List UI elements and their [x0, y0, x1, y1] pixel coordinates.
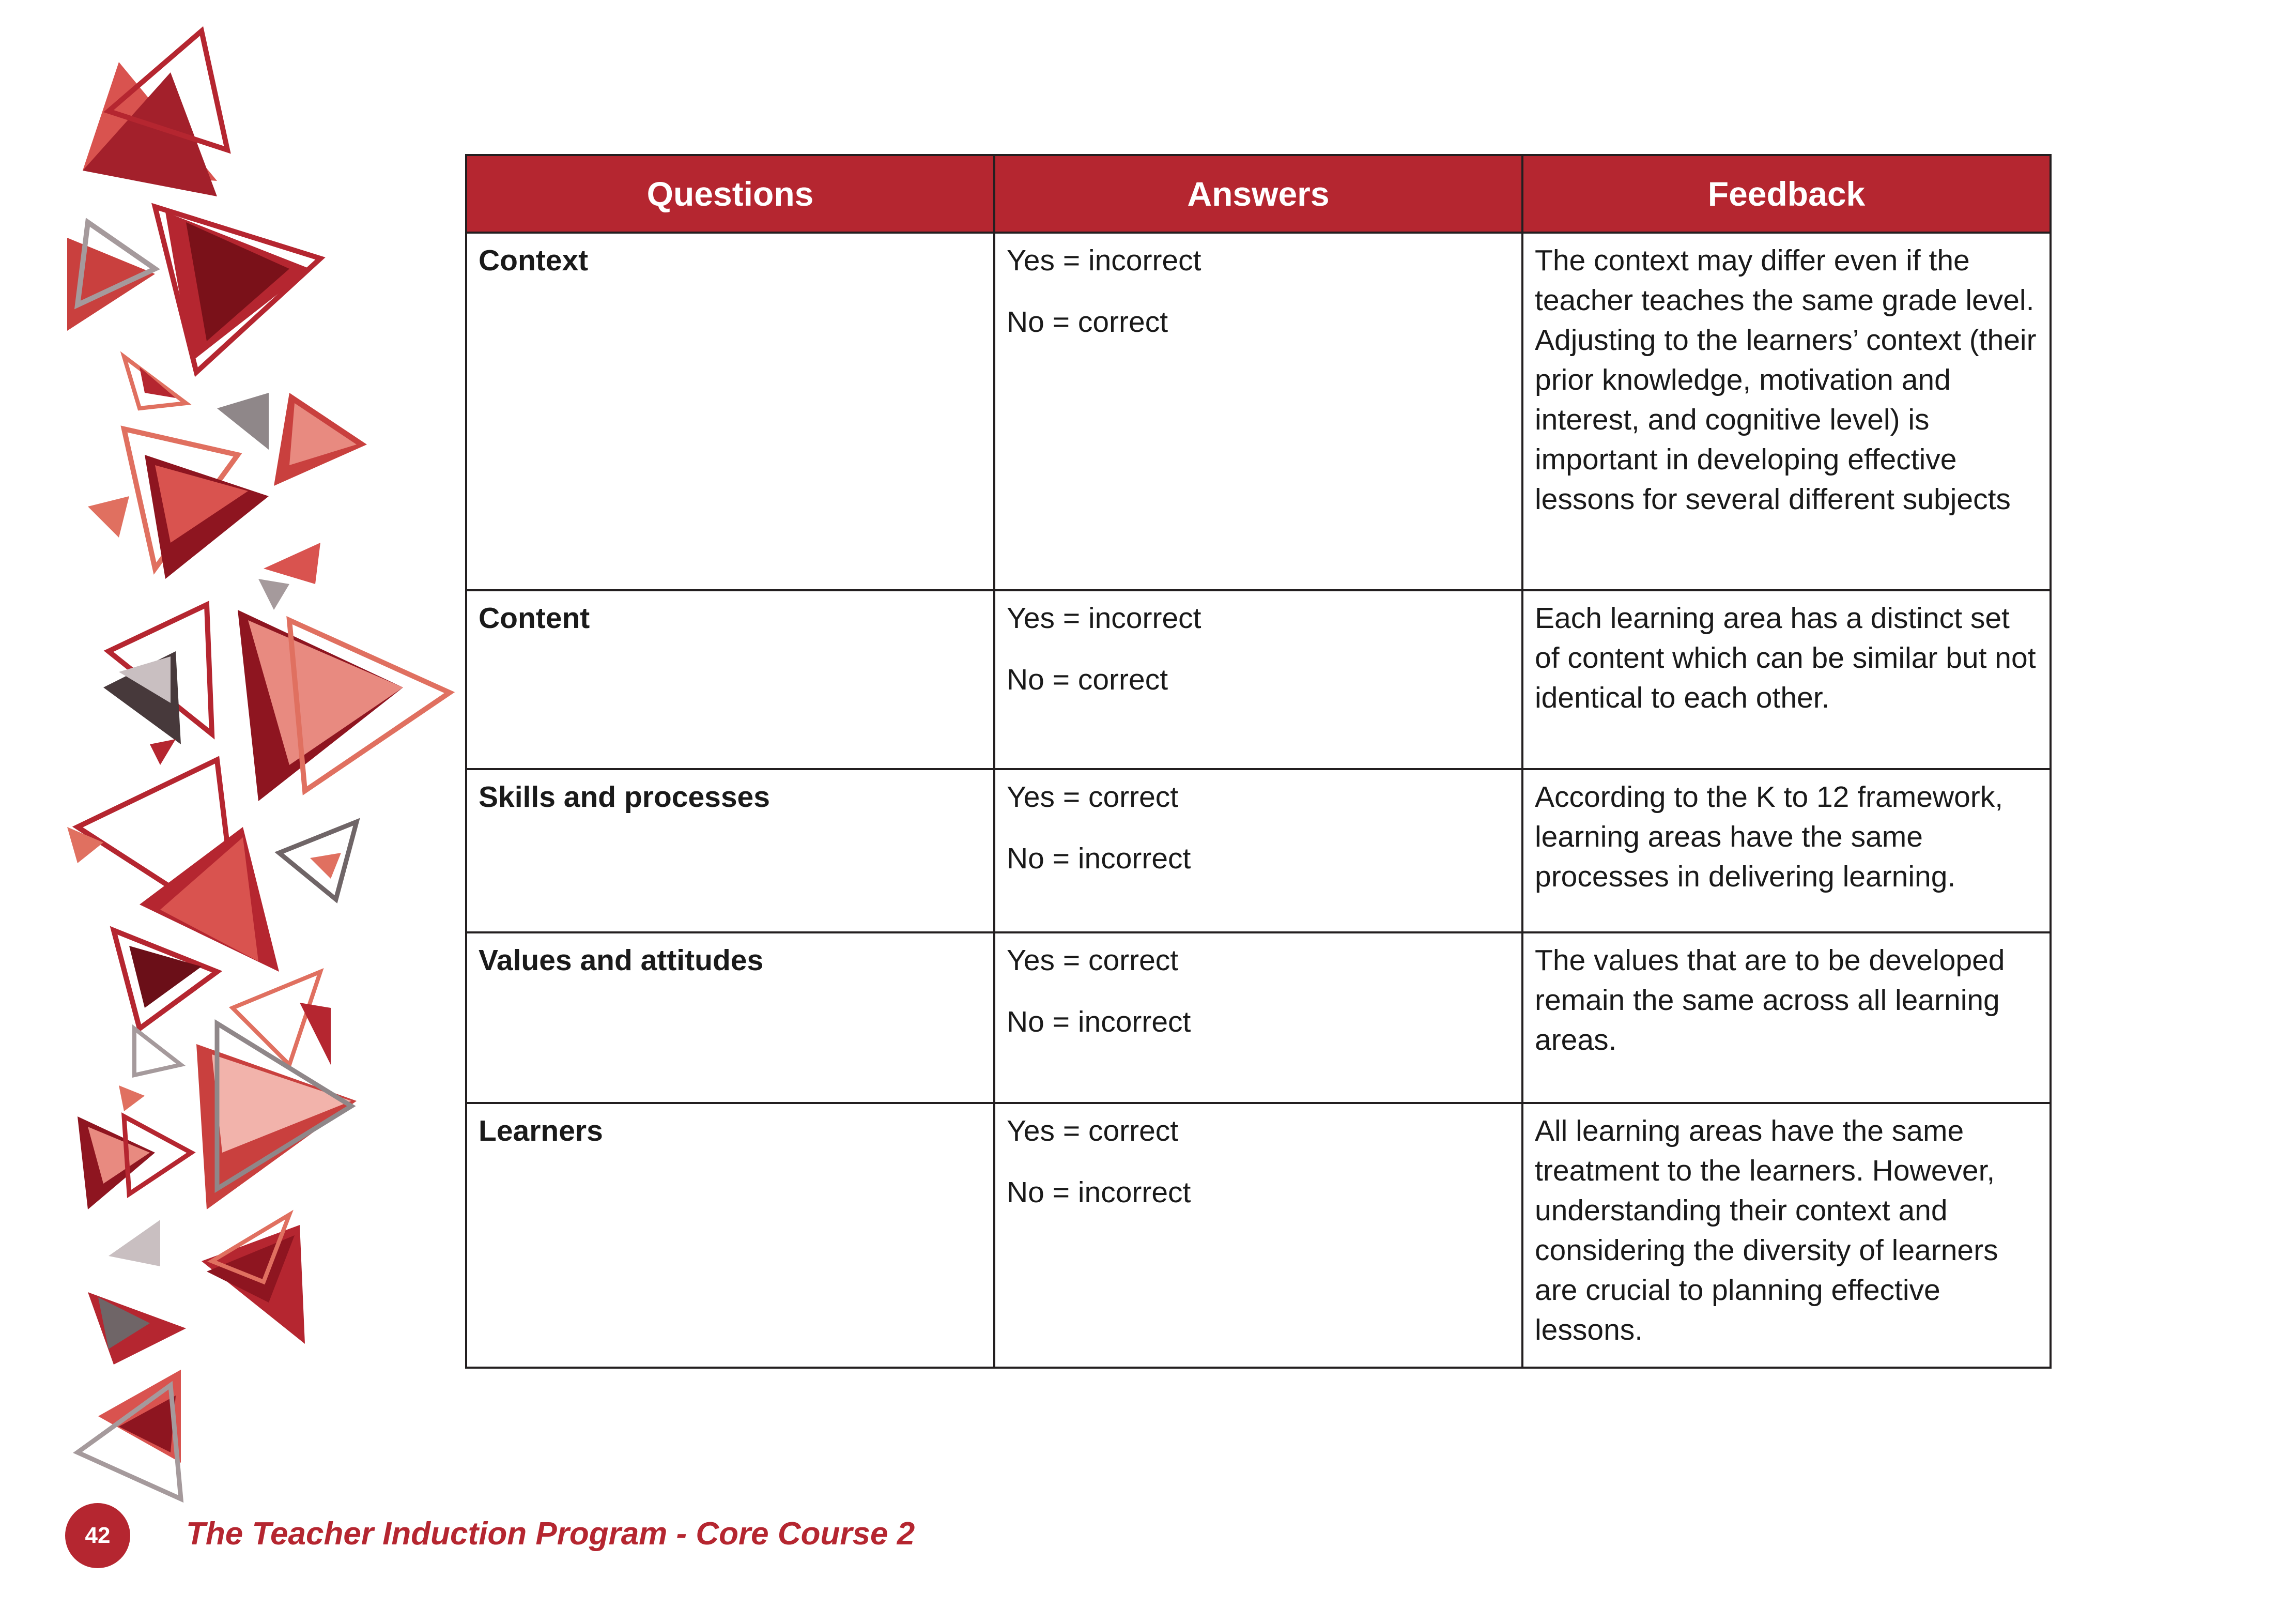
- question-cell: Context: [466, 233, 994, 590]
- feedback-cell: All learning areas have the same treatment to the learners. However, understanding their context and considering the diversity of learners are crucial to planning effective lessons.: [1522, 1103, 2051, 1368]
- question-cell: Skills and processes: [466, 769, 994, 932]
- answer-yes: Yes = incorrect: [1007, 244, 1201, 277]
- answer-no: No = correct: [1007, 305, 1168, 339]
- answer-cell: [994, 1103, 1522, 1368]
- header-answers: Answers: [994, 155, 1522, 233]
- answer-cell: [994, 932, 1522, 1103]
- table-row: [466, 932, 2051, 1103]
- triangle-cluster-middle: [88, 393, 450, 801]
- header-questions: Questions: [466, 155, 994, 233]
- answer-cell: [994, 590, 1522, 769]
- answer-yes: Yes = incorrect: [1007, 602, 1201, 635]
- table-row: [466, 769, 2051, 932]
- answer-cell: [994, 769, 1522, 932]
- answer-yes: Yes = correct: [1007, 1114, 1179, 1147]
- answer-no: No = incorrect: [1007, 842, 1191, 875]
- answer-cell: [994, 233, 1522, 590]
- triangle-cluster-bottom: [78, 1116, 305, 1499]
- feedback-cell: Each learning area has a distinct set of content which can be similar but not identical to each other.: [1522, 590, 2051, 769]
- table-header-row: [466, 155, 2051, 233]
- page-number-badge: 42: [65, 1503, 130, 1568]
- feedback-cell: The values that are to be developed remain the same across all learning areas.: [1522, 932, 2051, 1103]
- table-row: [466, 233, 2051, 590]
- table-row: [466, 590, 2051, 769]
- table-row: [466, 1103, 2051, 1368]
- answer-yes: Yes = correct: [1007, 780, 1179, 814]
- feedback-cell: According to the K to 12 framework, learning areas have the same processes in delivering learning.: [1522, 769, 2051, 932]
- header-feedback: Feedback: [1522, 155, 2051, 233]
- answer-yes: Yes = correct: [1007, 944, 1179, 977]
- answer-no: No = incorrect: [1007, 1005, 1191, 1038]
- decorative-triangles: [0, 0, 465, 1551]
- question-cell: Content: [466, 590, 994, 769]
- answer-no: No = incorrect: [1007, 1176, 1191, 1209]
- question-cell: Learners: [466, 1103, 994, 1368]
- questions-table: [465, 154, 2052, 1369]
- question-cell: Values and attitudes: [466, 932, 994, 1103]
- triangle-cluster-top: [67, 31, 320, 408]
- answer-no: No = correct: [1007, 663, 1168, 696]
- footer-title: The Teacher Induction Program - Core Course 2: [186, 1516, 915, 1552]
- feedback-cell: The context may differ even if the teacher teaches the same grade level. Adjusting to the learners’ context (their prior knowledge, motivation and interest, and cognitive level) is important in developing effective lessons for several different subjects: [1522, 233, 2051, 590]
